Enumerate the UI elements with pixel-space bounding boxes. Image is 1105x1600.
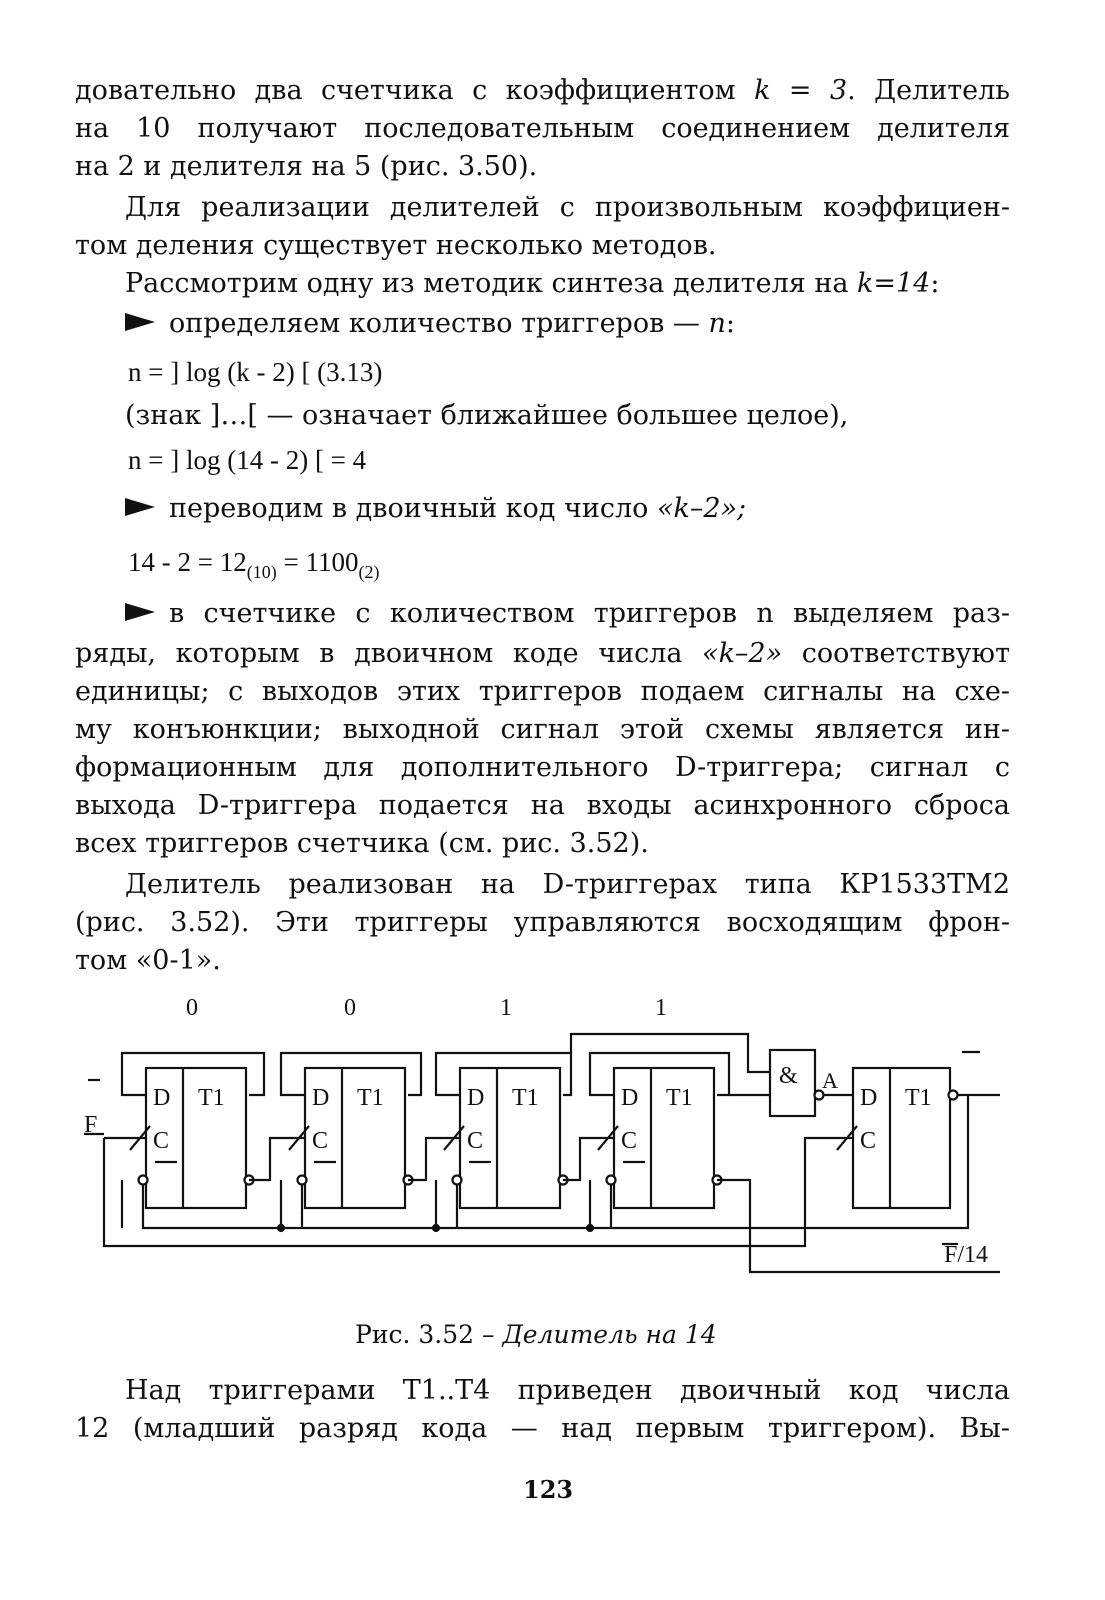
trigger-1: [130, 1068, 254, 1208]
formula-n: n = ] log (14 - 2) [ = 4: [128, 445, 367, 475]
text-fragment: переводим в двоичный код число: [169, 493, 657, 524]
text-line: (знак ]…[ — означает ближайшее большее целое),: [125, 400, 849, 431]
text-line: Над триггерами Т1..Т4 приведен двоичный код числа: [125, 1375, 1010, 1406]
trigger-name: T1: [905, 1085, 932, 1111]
trigger-c-label: C: [312, 1128, 329, 1154]
trigger-d-label: D: [621, 1085, 639, 1111]
text-fragment: в счетчике с количеством триггеров n выделяем раз-: [169, 598, 1010, 629]
variable-k2: «k–2»;: [656, 493, 747, 524]
text-line: 12 (младший разряд кода — над первым триггером). Вы-: [75, 1413, 1010, 1444]
trigger-c-label: C: [621, 1128, 638, 1154]
node-a-label: A: [822, 1068, 838, 1093]
text-line: Делитель реализован на D-триггерах типа КР1533ТМ2: [125, 869, 1010, 900]
text-line: единицы; с выходов этих триггеров подаем сигналы на схе-: [75, 676, 1010, 707]
variable-k: k: [754, 75, 771, 106]
trigger-3: [444, 1068, 568, 1208]
trigger-d-label: D: [153, 1085, 171, 1111]
and-gate: [770, 1050, 824, 1116]
trigger-name: T1: [198, 1085, 225, 1111]
figure-caption: [355, 1320, 717, 1349]
text-fragment: соответствуют: [782, 638, 1010, 669]
bullet-arrow-icon: [125, 603, 155, 621]
caption-prefix: Рис. 3.52 –: [355, 1320, 503, 1349]
text-line: выхода D-триггера подается на входы асинхронного сброса: [75, 790, 1010, 821]
text-fragment: =: [770, 75, 830, 106]
text-fragment: ряды, которым в двоичном коде числа: [75, 638, 703, 669]
trigger-name: T1: [512, 1085, 539, 1111]
text-fragment: . Делитель: [847, 75, 1010, 106]
text-fragment: :: [725, 308, 735, 339]
bullet-item: [125, 595, 1010, 633]
variable-k2: «k–2»: [702, 638, 783, 669]
bullet-item: [125, 490, 746, 528]
text-line: на 2 и делителя на 5 (рис. 3.50).: [75, 151, 538, 182]
formula-binary: [128, 543, 379, 591]
bullet-item: [125, 305, 735, 343]
trigger-c-label: C: [153, 1128, 170, 1154]
trigger-c-label: C: [467, 1128, 484, 1154]
text-line: [75, 635, 1010, 673]
text-fragment: довательно два счетчика с коэффициентом: [75, 75, 755, 106]
trigger-name: T1: [666, 1085, 693, 1111]
and-label: &: [779, 1063, 798, 1089]
trigger-d-label: D: [860, 1085, 878, 1111]
variable-n: n: [708, 308, 726, 339]
trigger-c-label: C: [860, 1128, 877, 1154]
bullet-arrow-icon: [125, 498, 155, 516]
text-fragment: Рассмотрим одну из методик синтеза делителя на: [125, 268, 858, 299]
trigger-4: [598, 1068, 722, 1208]
trigger-d-label: D: [467, 1085, 485, 1111]
trigger-name: T1: [357, 1085, 384, 1111]
formula-subscript: (2): [358, 562, 380, 582]
output-d-trigger: [837, 1068, 958, 1208]
page-number: 123: [523, 1475, 574, 1504]
trigger-2: [289, 1068, 413, 1208]
text-fragment: :: [930, 268, 940, 299]
text-line: том деления существует несколько методов.: [75, 230, 717, 261]
text-line: [75, 72, 1010, 110]
text-line: том «0-1».: [75, 945, 221, 976]
input-f-label: F: [84, 1112, 98, 1138]
formula-part: = 1100: [276, 547, 359, 577]
formula-part: 14 - 2 = 12: [128, 547, 247, 577]
circuit-diagram: [0, 980, 1105, 1300]
text-line: формационным для дополнительного D-триггера; сигнал с: [75, 752, 1010, 783]
formula-313: n = ] log (k - 2) [ (3.13): [128, 357, 383, 387]
text-fragment: определяем количество триггеров —: [169, 308, 709, 339]
bit-label: 1: [655, 995, 667, 1021]
caption-title: Делитель на 14: [502, 1320, 717, 1349]
text-line: Для реализации делителей с произвольным коэффициен-: [125, 192, 1010, 223]
formula-subscript: (10): [246, 562, 277, 582]
text-line: му конъюнкции; выходной сигнал этой схемы является ин-: [75, 714, 1010, 745]
bit-label: 1: [500, 995, 512, 1021]
bit-label: 0: [344, 995, 356, 1021]
bit-label: 0: [186, 995, 198, 1021]
text-line: всех триггеров счетчика (см. рис. 3.52).: [75, 828, 649, 859]
bullet-arrow-icon: [125, 313, 155, 331]
text-line: (рис. 3.52). Эти триггеры управляются восходящим фрон-: [75, 907, 1010, 938]
trigger-d-label: D: [312, 1085, 330, 1111]
variable-k14: k=14: [857, 268, 931, 299]
value-3: 3: [829, 75, 848, 106]
output-label: F/14: [944, 1242, 989, 1268]
text-line: [125, 265, 939, 303]
text-line: на 10 получают последовательным соединением делителя: [75, 113, 1010, 144]
